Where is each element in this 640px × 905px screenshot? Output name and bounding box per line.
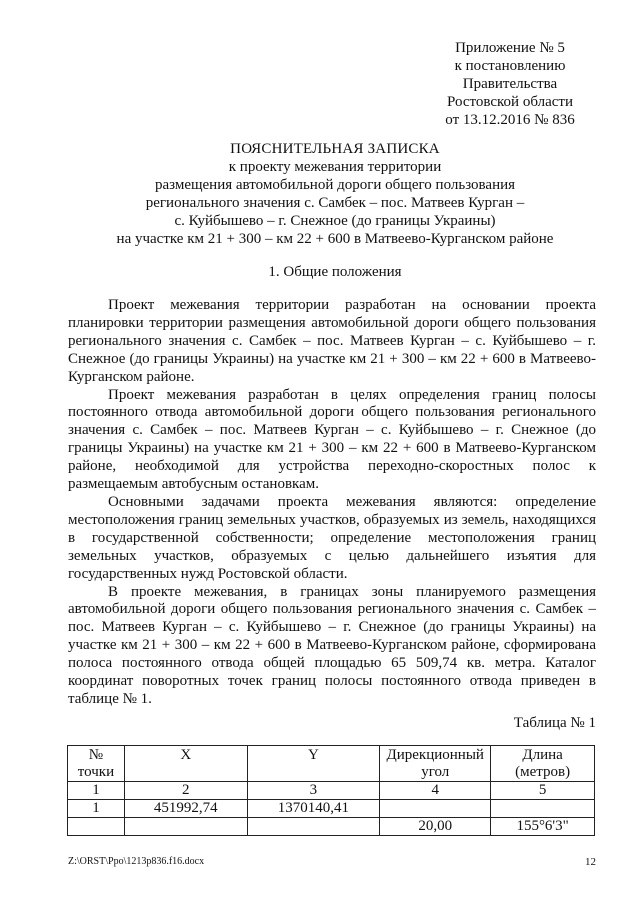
column-number: 2 bbox=[124, 782, 247, 800]
section-heading: 1. Общие положения bbox=[268, 264, 402, 280]
cell-angle bbox=[380, 800, 491, 818]
header-x: X bbox=[124, 746, 247, 782]
cell-length bbox=[491, 800, 595, 818]
column-number: 4 bbox=[380, 782, 491, 800]
body-text bbox=[68, 297, 596, 709]
annex-line: Правительства bbox=[462, 76, 558, 92]
paragraph: Основными задачами проекта межевания являются: определение местоположения границ земельных участков, образуемых из земель, находящихся в государственной собственности; определение местоположения границ земельных участков, образуемых с целью дальнейшего изъятия для государственных нужд Ростовской области. bbox=[68, 493, 596, 582]
paragraph: В проекте межевания, в границах зоны планируемого размещения автомобильной дороги общего пользования регионального значения с. Самбек – пос. Матвеев Курган – с. Куйбышево – г. Снежное (до границы Украины) на участке км 21 + 300 – км 22 + 600 в Матвеево-Курганском районе, сформирована полоса постоянного отвода общей площадью 65 509,74 кв. метра. Каталог координат поворотных точек границ полосы постоянного отвода приведен в таблице № 1. bbox=[68, 583, 596, 707]
title-line: размещения автомобильной дороги общего пользования bbox=[154, 177, 516, 193]
title-line: с. Куйбышево – г. Снежное (до границы Украины) bbox=[174, 213, 496, 229]
cell-point bbox=[68, 818, 125, 836]
title-line: к проекту межевания территории bbox=[228, 159, 442, 175]
paragraph: Проект межевания территории разработан на основании проекта планировки территории размещения автомобильной дороги общего пользования регионального значения с. Самбек – пос. Матвеев Курган – с. Куйбышево – г. Снежное (до границы Украины) на участке км 21 + 300 – км 22 + 600 в Матвеево-Курганском районе. bbox=[68, 297, 596, 385]
annex-block bbox=[420, 39, 600, 129]
cell-length: 155°6'3" bbox=[491, 818, 595, 836]
annex-line: от 13.12.2016 № 836 bbox=[445, 112, 575, 128]
table-header-row bbox=[68, 746, 595, 782]
paragraph: Проект межевания разработан в целях определения границ полосы постоянного отвода автомобильной дороги общего пользования регионального значения с. Самбек – пос. Матвеев Курган – с. Куйбышево – г. Снежное (до границы Украины) на участке км 21 + 300 – км 22 + 600 в Матвеево-Курганском районе, необходимой для устройства переходно-скоростных полос к размещаемым автобусным остановкам. bbox=[68, 386, 596, 493]
table-row bbox=[68, 818, 595, 836]
cell-x bbox=[124, 818, 247, 836]
header-point: № точки bbox=[68, 746, 125, 782]
title-line: регионального значения с. Самбек – пос. Матвеев Курган – bbox=[145, 195, 525, 211]
page-number: 12 bbox=[585, 856, 596, 868]
cell-x: 451992,74 bbox=[124, 800, 247, 818]
table-row bbox=[68, 800, 595, 818]
title-line: на участке км 21 + 300 – км 22 + 600 в Матвеево-Курганском районе bbox=[116, 231, 554, 247]
annex-line: к постановлению bbox=[454, 58, 566, 74]
coordinates-table bbox=[67, 745, 595, 836]
table-caption: Таблица № 1 bbox=[513, 715, 596, 731]
cell-point: 1 bbox=[68, 800, 125, 818]
header-y: Y bbox=[247, 746, 380, 782]
title-main: ПОЯСНИТЕЛЬНАЯ ЗАПИСКА bbox=[230, 141, 440, 157]
header-length: Длина (метров) bbox=[491, 746, 595, 782]
column-number: 5 bbox=[491, 782, 595, 800]
cell-y bbox=[247, 818, 380, 836]
document-title bbox=[40, 140, 630, 248]
footer-file-path: Z:\ORST\Ppo\1213p836.f16.docx bbox=[68, 856, 205, 867]
cell-y: 1370140,41 bbox=[247, 800, 380, 818]
cell-angle: 20,00 bbox=[380, 818, 491, 836]
column-number-row bbox=[68, 782, 595, 800]
column-number: 1 bbox=[68, 782, 125, 800]
header-angle: Дирекционный угол bbox=[380, 746, 491, 782]
column-number: 3 bbox=[247, 782, 380, 800]
annex-line: Приложение № 5 bbox=[455, 40, 565, 56]
annex-line: Ростовской области bbox=[447, 94, 573, 110]
